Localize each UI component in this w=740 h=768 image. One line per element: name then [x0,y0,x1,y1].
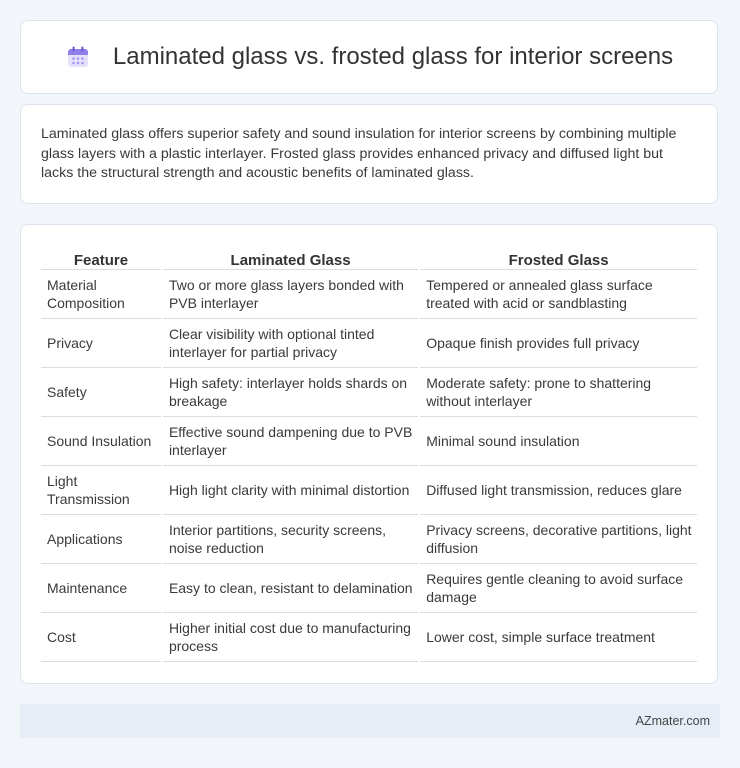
table-row [41,368,697,417]
frosted-cell: Diffused light transmission, reduces glare [420,466,697,515]
page-title: Laminated glass vs. frosted glass for interior screens [112,43,674,70]
header-feature: Feature [41,247,161,270]
feature-cell: Applications [41,515,161,564]
summary-text: Laminated glass offers superior safety and sound insulation for interior screens by combining multiple glass layers with a plastic interlayer. Frosted glass provides enhanced privacy and diffused light but lacks the structural strength and acoustic benefits of laminated glass. [41,126,677,181]
comparison-table [39,247,699,662]
summary-card [20,104,718,204]
table-row [41,564,697,613]
title-card [20,20,718,94]
frosted-cell: Requires gentle cleaning to avoid surface damage [420,564,697,613]
laminated-cell: Easy to clean, resistant to delamination [163,564,418,613]
laminated-cell: Effective sound dampening due to PVB interlayer [163,417,418,466]
feature-cell: Privacy [41,319,161,368]
table-row [41,466,697,515]
table-row [41,515,697,564]
frosted-cell: Moderate safety: prone to shattering without interlayer [420,368,697,417]
footer-site-name[interactable]: AZmater.com [635,714,710,728]
laminated-cell: High safety: interlayer holds shards on breakage [163,368,418,417]
frosted-cell: Minimal sound insulation [420,417,697,466]
frosted-cell: Opaque finish provides full privacy [420,319,697,368]
header-frosted-glass: Frosted Glass [420,247,697,270]
laminated-cell: Clear visibility with optional tinted interlayer for partial privacy [163,319,418,368]
laminated-cell: Two or more glass layers bonded with PVB interlayer [163,270,418,319]
laminated-cell: Higher initial cost due to manufacturing process [163,613,418,662]
table-row [41,319,697,368]
calendar-icon [65,44,91,70]
header-laminated-glass: Laminated Glass [163,247,418,270]
feature-cell: Safety [41,368,161,417]
table-row [41,270,697,319]
feature-cell: Cost [41,613,161,662]
comparison-card [20,224,718,684]
table-row [41,613,697,662]
feature-cell: Maintenance [41,564,161,613]
footer [20,704,720,738]
frosted-cell: Privacy screens, decorative partitions, light diffusion [420,515,697,564]
laminated-cell: Interior partitions, security screens, noise reduction [163,515,418,564]
feature-cell: Material Composition [41,270,161,319]
feature-cell: Light Transmission [41,466,161,515]
table-row [41,417,697,466]
laminated-cell: High light clarity with minimal distortion [163,466,418,515]
frosted-cell: Lower cost, simple surface treatment [420,613,697,662]
feature-cell: Sound Insulation [41,417,161,466]
frosted-cell: Tempered or annealed glass surface treated with acid or sandblasting [420,270,697,319]
table-header-row [41,247,697,270]
